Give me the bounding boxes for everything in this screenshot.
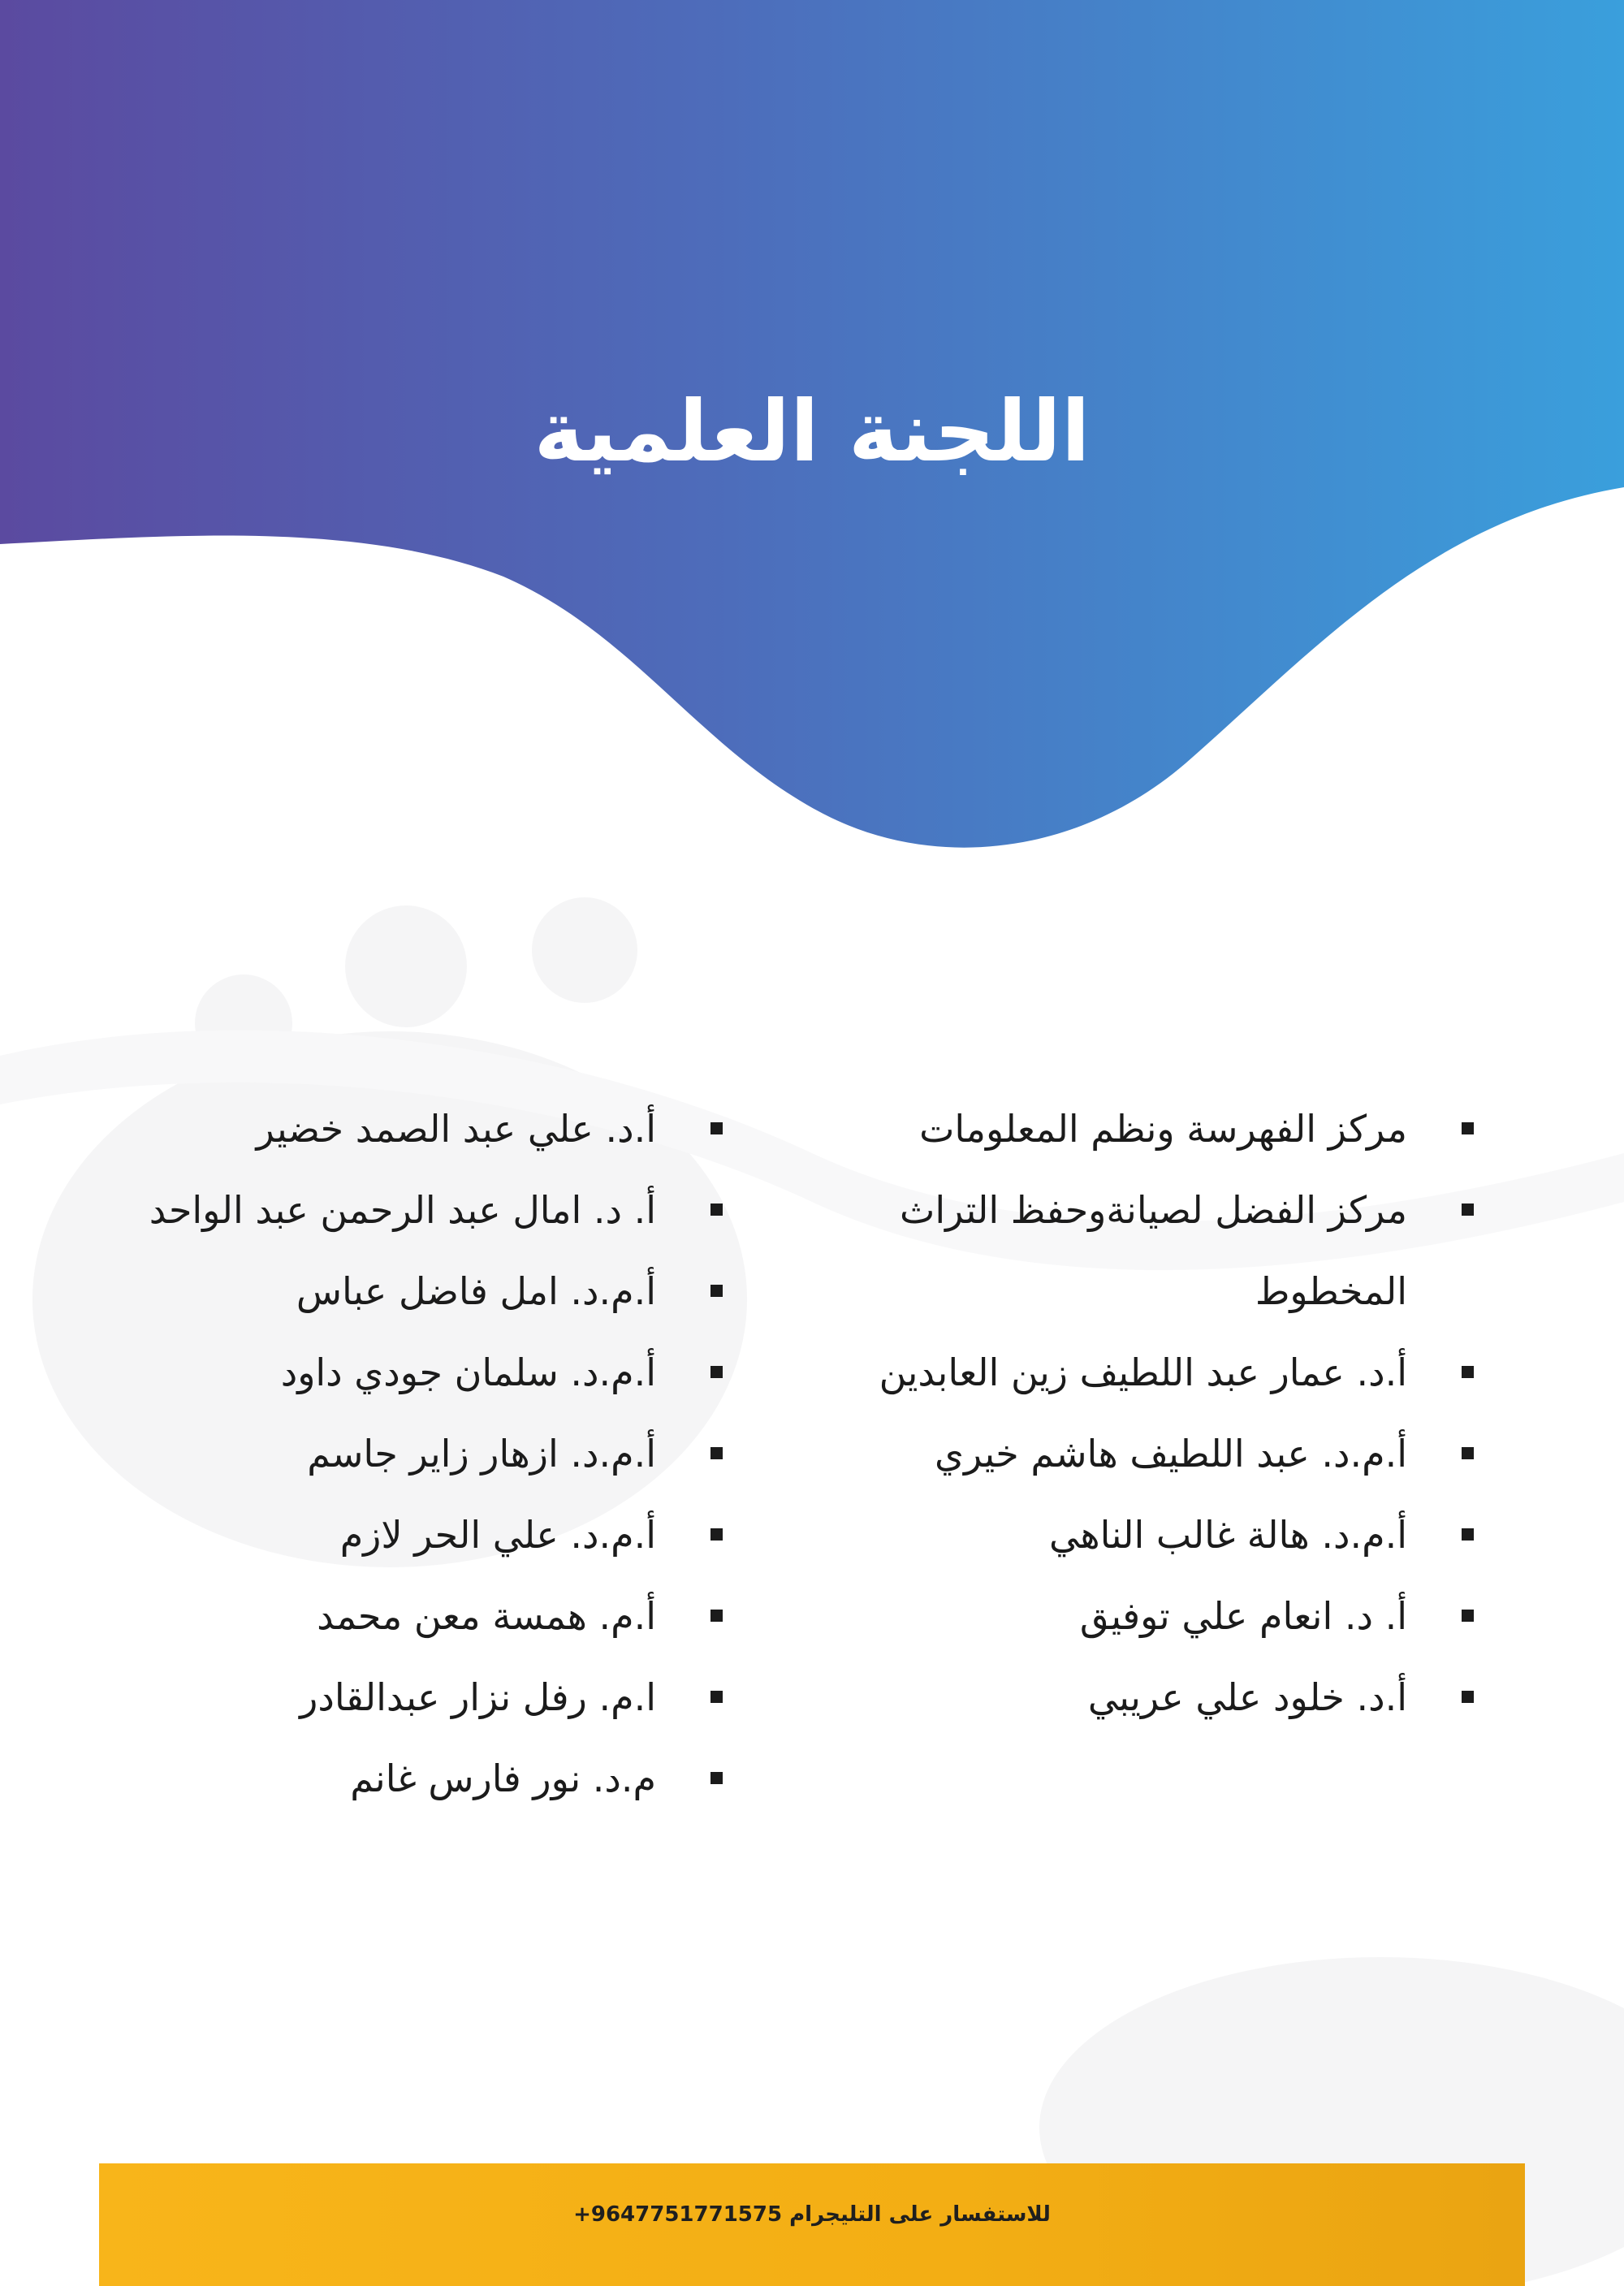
list-item: [41, 1169, 723, 1251]
list-item-text: أ.م. همسة معن محمد: [317, 1594, 656, 1638]
list-item: [775, 1413, 1474, 1494]
list-item-text: مركز الفهرسة ونظم المعلومات: [919, 1107, 1407, 1151]
list-item-text: أ.م.د. امل فاضل عباس: [296, 1269, 656, 1313]
list-item: [41, 1332, 723, 1413]
list-item-text: أ. د. انعام علي توفيق: [1079, 1594, 1407, 1638]
bullet-icon: [1462, 1528, 1474, 1541]
list-item: [41, 1575, 723, 1657]
bullet-icon: [1462, 1366, 1474, 1378]
bullet-icon: [1462, 1691, 1474, 1703]
list-item-continuation: [775, 1251, 1474, 1332]
bullet-icon: [710, 1122, 723, 1134]
bullet-icon: [1462, 1203, 1474, 1216]
list-item: [775, 1494, 1474, 1575]
footer-label: للاستفسار على التليجرام: [789, 2202, 1051, 2227]
list-item-text: أ.د. عمار عبد اللطيف زين العابدين: [879, 1350, 1407, 1394]
footer-bar: [99, 2163, 1525, 2286]
footer-contact: [99, 2202, 1525, 2227]
bullet-icon: [710, 1528, 723, 1541]
list-item: [775, 1088, 1474, 1169]
list-item-text: أ. د. امال عبد الرحمن عبد الواحد: [149, 1188, 656, 1232]
bullet-icon: [710, 1203, 723, 1216]
list-item-text: أ.م.د. سلمان جودي داود: [280, 1350, 656, 1394]
bullet-icon: [710, 1366, 723, 1378]
committee-list-right: [775, 1088, 1474, 1738]
list-item-text: م.د. نور فارس غانم: [350, 1757, 656, 1800]
list-item: [41, 1494, 723, 1575]
list-item-text: أ.د. علي عبد الصمد خضير: [256, 1107, 656, 1151]
list-item-text: أ.د. خلود علي عريبي: [1087, 1675, 1407, 1719]
bullet-icon: [710, 1447, 723, 1459]
list-item-text: أ.م.د. ازهار زاير جاسم: [307, 1432, 656, 1476]
list-item: [41, 1088, 723, 1169]
bullet-icon: [1462, 1610, 1474, 1622]
list-item: [775, 1575, 1474, 1657]
bullet-icon: [710, 1285, 723, 1297]
footer-phone[interactable]: +9647751771575: [573, 2202, 783, 2227]
list-item-text: أ.م.د. علي الحر لازم: [339, 1513, 656, 1557]
page-title: اللجنة العلمية: [533, 382, 1091, 481]
bullet-icon: [1462, 1122, 1474, 1134]
list-item: [41, 1657, 723, 1738]
committee-list-left: [41, 1088, 723, 1819]
list-item-text: أ.م.د. هالة غالب الناهي: [1049, 1513, 1407, 1557]
bullet-icon: [710, 1772, 723, 1784]
bullet-icon: [710, 1691, 723, 1703]
list-item: [775, 1657, 1474, 1738]
list-item: [41, 1738, 723, 1819]
list-item: [775, 1332, 1474, 1413]
bullet-icon: [710, 1610, 723, 1622]
list-item: [41, 1413, 723, 1494]
list-item-text: المخطوط: [1255, 1269, 1407, 1313]
list-item-text: ا.م. رفل نزار عبدالقادر: [300, 1675, 656, 1719]
list-item-text: أ.م.د. عبد اللطيف هاشم خيري: [935, 1432, 1407, 1476]
bullet-icon: [1462, 1447, 1474, 1459]
list-item: [775, 1169, 1474, 1251]
list-item-text: مركز الفضل لصيانةوحفظ التراث: [900, 1188, 1407, 1232]
list-item: [41, 1251, 723, 1332]
